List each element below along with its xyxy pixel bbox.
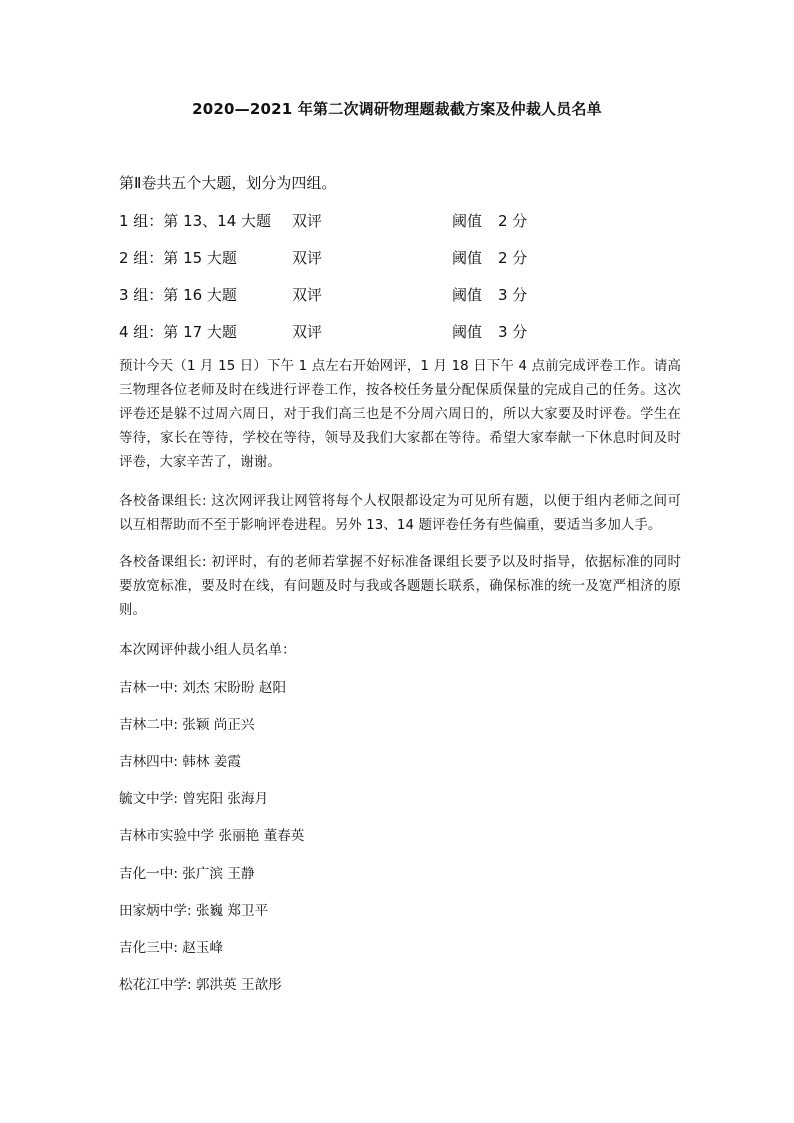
group-threshold-label: 阈值 — [452, 286, 483, 304]
group-threshold-value: 2 分 — [498, 249, 528, 267]
member-list-item: 吉化三中: 赵玉峰 — [119, 940, 224, 956]
member-list-item: 吉林四中: 韩林 姜霞 — [119, 754, 241, 770]
group-mode: 双评 — [292, 286, 323, 304]
group-threshold-value: 3 分 — [498, 323, 528, 341]
notice-paragraph: 预计今天（1 月 15 日）下午 1 点左右开始网评，1 月 18 日下午 4 点前完成评卷工作。请高三物理各位老师及时在线进行评卷工作，按各校任务量分配保质保量的完成自己的任务。这次评卷还是躲不过周六周日，对于我们高三也是不分周六周日的，所以大家要及时评卷。学生在等待，家长在等待，学校在等待，领导及我们大家都在等待。希望大家奉献一下休息时间及时评卷，大家辛苦了，谢谢。 — [119, 359, 681, 470]
member-list-item: 松花江中学: 郭洪英 王歆彤 — [119, 977, 282, 993]
group-row — [119, 284, 679, 306]
notice-paragraph: 各校备课组长: 这次网评我让网管将每个人权限都设定为可见所有题，以便于组内老师之间可以互相帮助而不至于影响评卷进程。另外 13、14 题评卷任务有些偏重，要适当多加人手。 — [119, 494, 681, 533]
group-mode: 双评 — [292, 212, 323, 230]
group-row — [119, 247, 679, 269]
member-list-item: 吉林一中: 刘杰 宋盼盼 赵阳 — [119, 680, 287, 696]
member-list-item: 田家炳中学: 张巍 郑卫平 — [119, 903, 269, 919]
group-mode: 双评 — [292, 323, 323, 341]
group-row — [119, 210, 679, 232]
group-label: 4 组：第 17 大题 — [119, 323, 237, 341]
document-title: 2020—2021 年第二次调研物理题裁截方案及仲裁人员名单 — [192, 100, 602, 118]
group-row — [119, 321, 679, 343]
group-label: 2 组：第 15 大题 — [119, 249, 237, 267]
notice-paragraph: 各校备课组长: 初评时，有的老师若掌握不好标准备课组长要予以及时指导，依据标准的同时要放宽标准，要及时在线，有问题及时与我或各题题长联系，确保标准的统一及宽严相济的原则。 — [119, 555, 681, 618]
group-threshold-label: 阈值 — [452, 212, 483, 230]
group-threshold-label: 阈值 — [452, 323, 483, 341]
member-list-heading: 本次网评仲裁小组人员名单： — [119, 642, 296, 658]
group-label: 1 组：第 13、14 大题 — [119, 212, 272, 230]
group-threshold-value: 3 分 — [498, 286, 528, 304]
intro-text: 第Ⅱ卷共五个大题，划分为四组。 — [119, 174, 337, 192]
group-threshold-label: 阈值 — [452, 249, 483, 267]
member-list-item: 吉化一中: 张广滨 王静 — [119, 866, 255, 882]
group-threshold-value: 2 分 — [498, 212, 528, 230]
group-label: 3 组：第 16 大题 — [119, 286, 237, 304]
group-mode: 双评 — [292, 249, 323, 267]
member-list-item: 吉林市实验中学 张丽艳 董春英 — [119, 828, 305, 844]
member-list-item: 毓文中学: 曾宪阳 张海月 — [119, 791, 269, 807]
member-list-item: 吉林二中: 张颖 尚正兴 — [119, 717, 255, 733]
